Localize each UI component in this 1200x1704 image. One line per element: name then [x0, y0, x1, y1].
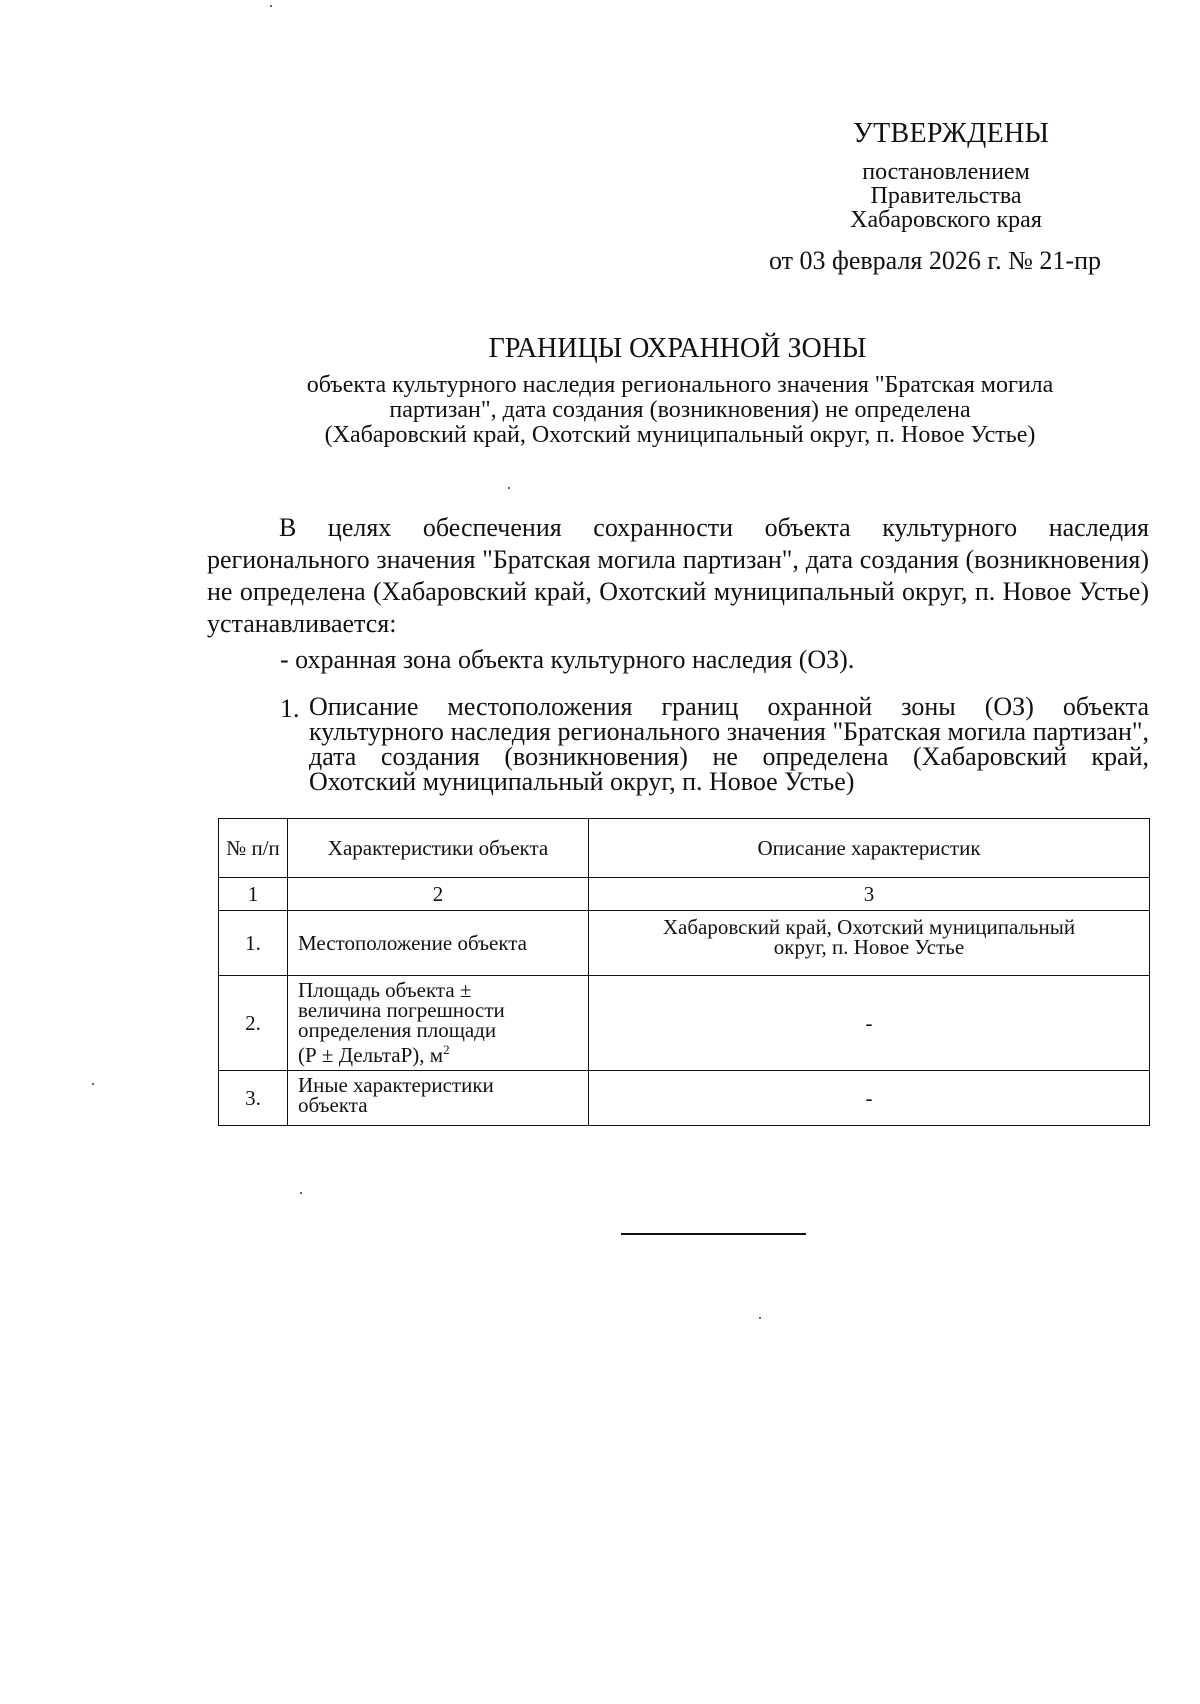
approval-line-1: постановлением: [862, 159, 1030, 185]
row-number: 1.: [219, 911, 288, 976]
characteristic-line: определения площади: [298, 1018, 497, 1042]
section-heading: Описание местоположения границ охранной зоны (ОЗ) объекта культурного наследия регионального значения "Братская могила партизан", дата создания (возникновения) не определена (Хабаровский край, Охотский муниципальный округ, п. Новое Устье): [309, 692, 1149, 796]
characteristics-table: [218, 818, 1150, 1126]
document-subtitle: [230, 373, 1130, 448]
table-row: [219, 1071, 1150, 1126]
scan-speck: [300, 1192, 302, 1194]
approval-title: УТВЕРЖДЕНЫ: [853, 118, 1050, 149]
characteristic-unit: (Р ± ДельтаР), м: [298, 1043, 444, 1067]
header-description: Описание характеристик: [589, 819, 1150, 878]
row-characteristic: [288, 976, 589, 1071]
subtitle-line-1: объекта культурного наследия регионального значения "Братская могила: [306, 372, 1054, 398]
column-number-cell: 3: [589, 878, 1150, 911]
approval-date: от 03 февраля 2026 г. № 21-пр: [769, 246, 1101, 275]
approval-line-2: Правительства: [870, 183, 1022, 209]
table-row: [219, 911, 1150, 976]
characteristic-line: величина погрешности: [298, 998, 505, 1022]
description-line: округ, п. Новое Устье: [773, 935, 965, 959]
document-title: ГРАНИЦЫ ОХРАННОЙ ЗОНЫ: [488, 333, 867, 364]
scan-speck: [92, 1083, 94, 1085]
header-number: № п/п: [219, 819, 288, 878]
row-description: -: [589, 1071, 1150, 1126]
section-number: 1.: [280, 694, 300, 723]
subtitle-line-2: партизан", дата создания (возникновения) не определена: [389, 397, 971, 423]
row-description: -: [589, 976, 1150, 1071]
unit-exponent: 2: [443, 1042, 450, 1057]
scan-speck: [759, 1317, 761, 1319]
characteristic-line: Площадь объекта ±: [298, 978, 472, 1002]
header-characteristic: Характеристики объекта: [288, 819, 589, 878]
row-number: 3.: [219, 1071, 288, 1126]
row-number: 2.: [219, 976, 288, 1071]
scan-speck: [508, 487, 510, 489]
characteristic-line: Иные характеристики: [298, 1073, 494, 1097]
row-characteristic: [288, 1071, 589, 1126]
characteristic-line: объекта: [298, 1093, 368, 1117]
description-line: Хабаровский край, Охотский муниципальный: [662, 915, 1076, 939]
zone-bullet: - охранная зона объекта культурного наследия (ОЗ).: [280, 645, 855, 674]
column-number-cell: 2: [288, 878, 589, 911]
characteristic-line: [298, 1040, 578, 1065]
column-number-cell: 1: [219, 878, 288, 911]
intro-paragraph: В целях обеспечения сохранности объекта культурного наследия регионального значения "Братская могила партизан", дата создания (возникновения) не определена (Хабаровский край, Охотский муниципальный округ, п. Новое Устье) устанавливается:: [207, 513, 1149, 638]
row-characteristic: Местоположение объекта: [288, 911, 589, 976]
table-row: [219, 976, 1150, 1071]
table-header-row: [219, 819, 1150, 878]
scan-speck: [270, 5, 272, 7]
closing-separator: [621, 1233, 806, 1235]
table-column-numbers-row: [219, 878, 1150, 911]
approval-line-3: Хабаровского края: [850, 207, 1042, 233]
row-description: [589, 911, 1150, 976]
subtitle-line-3: (Хабаровский край, Охотский муниципальный округ, п. Новое Устье): [324, 422, 1036, 448]
